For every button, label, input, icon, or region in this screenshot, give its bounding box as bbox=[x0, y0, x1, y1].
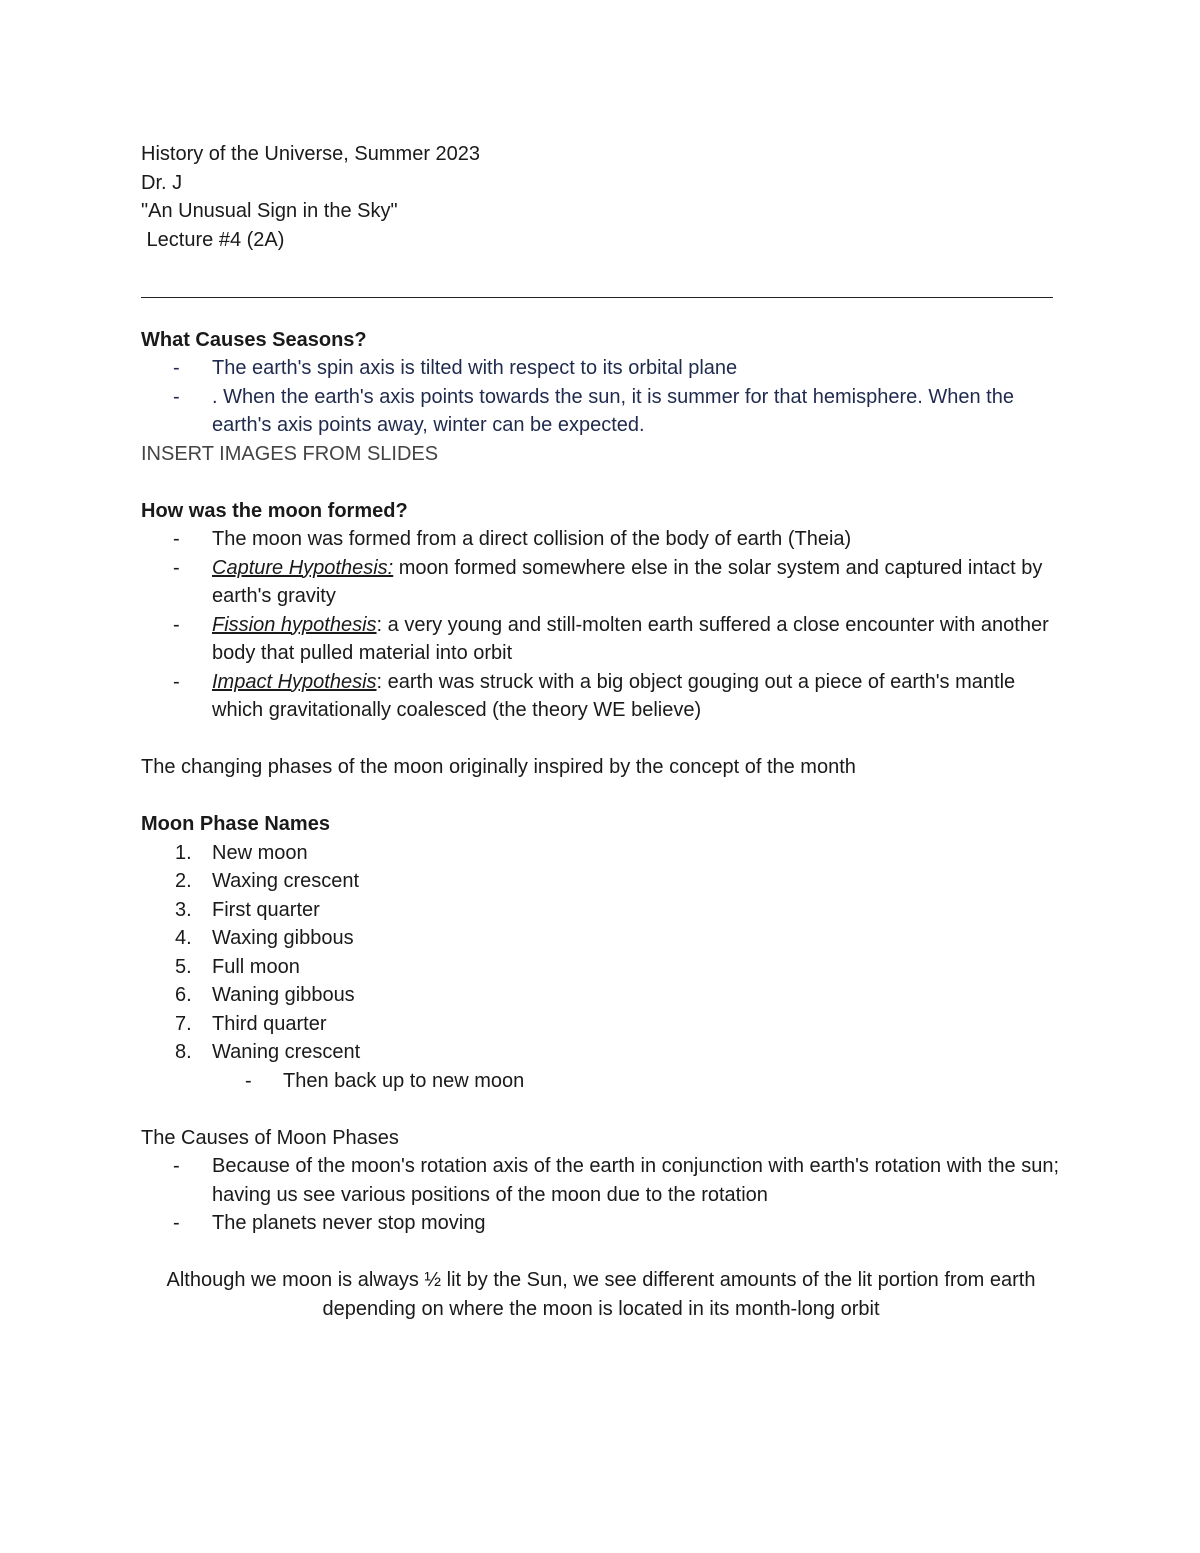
spacer bbox=[141, 254, 1061, 283]
dash-bullet: - bbox=[173, 385, 180, 408]
course-title: History of the Universe, Summer 2023 bbox=[141, 143, 481, 165]
list-number: 8. bbox=[175, 1041, 192, 1063]
list-number: 5. bbox=[175, 955, 192, 978]
month-note: The changing phases of the moon originally inspired by the concept of the month bbox=[141, 756, 856, 778]
list-number: 3. bbox=[175, 898, 192, 921]
moon-phase-item bbox=[141, 1010, 1061, 1039]
list-item bbox=[141, 383, 1061, 440]
spacer bbox=[141, 312, 1061, 326]
moon-phase-item bbox=[141, 924, 1061, 953]
list-item bbox=[141, 1152, 1061, 1209]
moon-phase-name: Waning crescent bbox=[212, 1041, 361, 1063]
dash-bullet: - bbox=[173, 556, 180, 579]
list-item-text: Then back up to new moon bbox=[283, 1069, 525, 1092]
list-item-text: The earth's spin axis is tilted with respect to its orbital plane bbox=[212, 357, 738, 379]
moon-phase-name: New moon bbox=[212, 841, 308, 864]
instructor-name: Dr. J bbox=[141, 171, 183, 194]
moon-phase-item bbox=[141, 896, 1061, 925]
spacer bbox=[141, 1095, 1061, 1124]
causes-heading: The Causes of Moon Phases bbox=[141, 1126, 399, 1149]
moon-formation-list bbox=[141, 525, 1061, 725]
moon-phases-sublist bbox=[141, 1067, 1061, 1096]
moon-phase-name: Waning gibbous bbox=[212, 984, 355, 1006]
spacer bbox=[141, 725, 1061, 754]
dash-bullet: - bbox=[173, 670, 180, 693]
list-number: 6. bbox=[175, 984, 192, 1006]
dash-bullet: - bbox=[173, 528, 180, 550]
dash-bullet: - bbox=[173, 1155, 180, 1177]
moon-formation-heading: How was the moon formed? bbox=[141, 499, 408, 522]
list-number: 2. bbox=[175, 870, 192, 892]
spacer bbox=[141, 782, 1061, 811]
lecture-title: "An Unusual Sign in the Sky" bbox=[141, 200, 398, 222]
list-item bbox=[141, 554, 1061, 611]
list-item-text: . When the earth's axis points towards the sun, it is summer for that hemisphere. When the earth's axis points away, winter can be expected. bbox=[212, 385, 1014, 436]
dash-bullet: - bbox=[173, 1212, 180, 1234]
moon-phases-list bbox=[141, 839, 1061, 1067]
moon-phase-item bbox=[141, 1038, 1061, 1067]
lecture-number: Lecture #4 (2A) bbox=[141, 228, 285, 251]
moon-phase-name: Full moon bbox=[212, 955, 300, 978]
moon-phase-name: Waxing gibbous bbox=[212, 927, 354, 949]
moon-phase-item bbox=[141, 981, 1061, 1010]
seasons-list bbox=[141, 354, 1061, 440]
moon-phase-name: Waxing crescent bbox=[212, 870, 360, 892]
seasons-heading: What Causes Seasons? bbox=[141, 328, 367, 351]
dash-bullet: - bbox=[173, 357, 180, 379]
moon-phase-name: Third quarter bbox=[212, 1012, 327, 1035]
list-item bbox=[141, 1209, 1061, 1238]
moon-phase-item bbox=[141, 839, 1061, 868]
fission-hypothesis-term: Fission hypothesis bbox=[212, 613, 377, 636]
list-item bbox=[141, 611, 1061, 668]
list-item-text: Because of the moon's rotation axis of the earth in conjunction with earth's rotation with the sun; having us see various positions of the moon due to the rotation bbox=[212, 1155, 1060, 1206]
capture-hypothesis-text: moon formed somewhere else in the solar system and captured intact by earth's gravity bbox=[212, 556, 1043, 607]
list-number: 7. bbox=[175, 1012, 192, 1035]
causes-list bbox=[141, 1152, 1061, 1238]
impact-hypothesis-text: : earth was struck with a big object gouging out a piece of earth's mantle which gravitationally coalesced (the theory WE believe) bbox=[212, 670, 1016, 721]
closing-statement: Although we moon is always ½ lit by the Sun, we see different amounts of the lit portion from earth depending on where the moon is located in its month-long orbit bbox=[166, 1269, 1036, 1320]
horizontal-rule bbox=[141, 297, 1053, 298]
moon-phase-item bbox=[141, 953, 1061, 982]
list-number: 1. bbox=[175, 841, 192, 864]
moon-phase-item bbox=[141, 867, 1061, 896]
dash-bullet: - bbox=[245, 1069, 252, 1092]
document-body bbox=[141, 140, 1061, 1323]
list-item bbox=[141, 1067, 1061, 1096]
dash-bullet: - bbox=[173, 613, 180, 636]
list-item-text: The moon was formed from a direct collision of the body of earth (Theia) bbox=[212, 528, 852, 550]
impact-hypothesis-term: Impact Hypothesis bbox=[212, 670, 377, 693]
spacer bbox=[141, 1238, 1061, 1267]
spacer bbox=[141, 468, 1061, 497]
list-item bbox=[141, 668, 1061, 725]
moon-phases-heading: Moon Phase Names bbox=[141, 813, 330, 835]
list-item bbox=[141, 525, 1061, 554]
list-item-text: The planets never stop moving bbox=[212, 1212, 486, 1234]
capture-hypothesis-term: Capture Hypothesis: bbox=[212, 556, 394, 579]
moon-phase-name: First quarter bbox=[212, 898, 320, 921]
list-number: 4. bbox=[175, 927, 192, 949]
fission-hypothesis-text: : a very young and still-molten earth suffered a close encounter with another body that pulled material into orbit bbox=[212, 613, 1049, 664]
insert-images-note: INSERT IMAGES FROM SLIDES bbox=[141, 442, 439, 465]
list-item bbox=[141, 354, 1061, 383]
